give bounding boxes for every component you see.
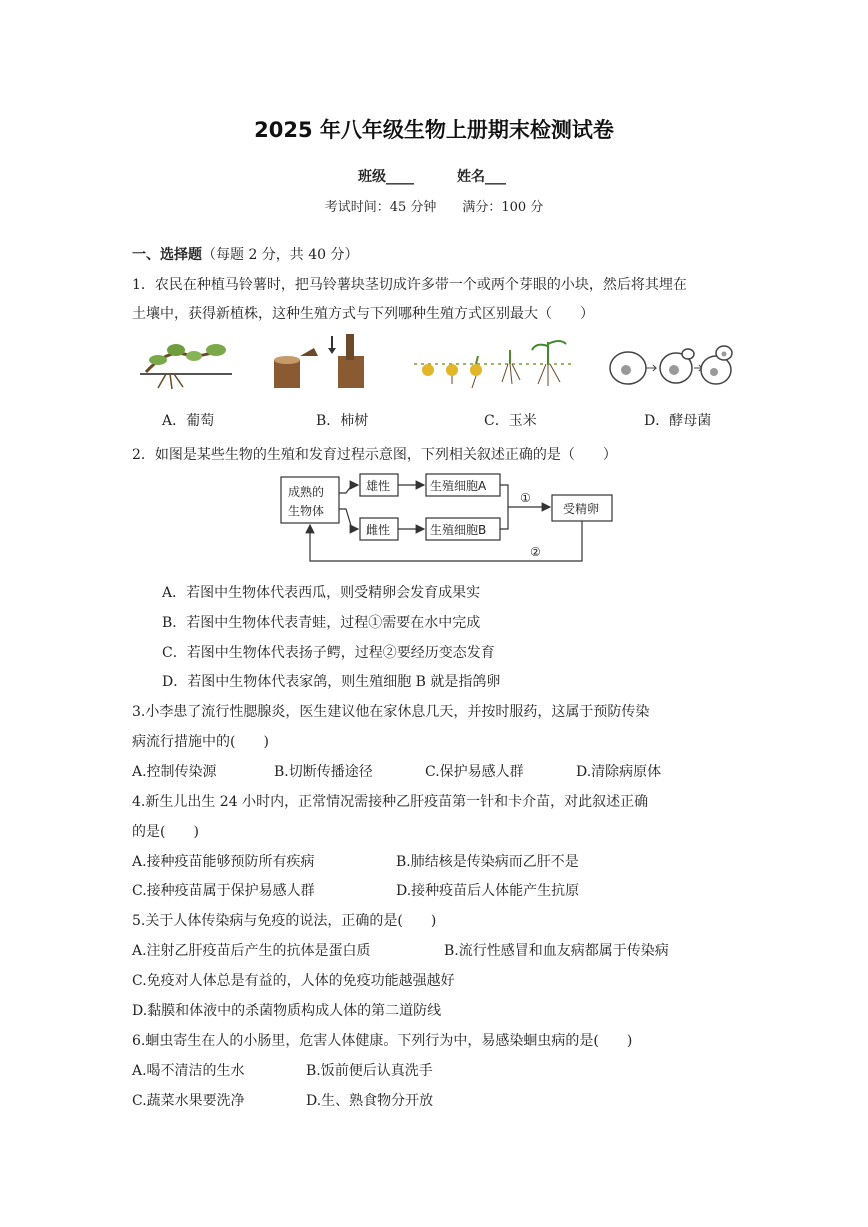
name-field-label: 姓名___ [457,169,506,185]
cell-b-label: 生殖细胞B [430,523,487,537]
yeast-budding-illustration [606,342,734,390]
q4-option-b[interactable]: B.肺结核是传染病而乙肝不是 [396,854,579,870]
step-1-label: ① [520,491,531,505]
section-title: 一、选择题 [132,247,202,263]
male-label: 雄性 [366,479,391,493]
q6-stem: 6.蛔虫寄生在人的小肠里，危害人体健康。下列行为中，易感染蛔虫病的是( ) [132,1033,633,1049]
q3-stem-line1: 3.小李患了流行性腮腺炎，医生建议他在家休息几天，并按时服药，这属于预防传染 [132,704,650,720]
q1-option-b[interactable]: B．柿树 [316,413,369,429]
q5-stem: 5.关于人体传染病与免疫的说法，正确的是( ) [132,913,437,929]
q1-option-a[interactable]: A．葡萄 [162,413,215,429]
section-note: （每题 2 分，共 40 分） [202,247,359,263]
class-field-label: 班级____ [358,169,414,185]
grape-cutting-illustration [136,332,236,394]
q2-option-d[interactable]: D．若图中生物体代表家鸽，则生殖细胞 B 就是指鸽卵 [162,674,501,690]
q2-stem: 2．如图是某些生物的生殖和发育过程示意图，下列相关叙述正确的是（ ） [132,447,617,463]
q4-stem-line1: 4.新生儿出生 24 小时内，正常情况需接种乙肝疫苗第一针和卡介苗，对此叙述正确 [132,794,649,810]
cell-a-label: 生殖细胞A [430,479,487,493]
q6-option-d[interactable]: D.生、熟食物分开放 [306,1093,434,1109]
q3-option-b[interactable]: B.切断传播途径 [274,764,373,780]
q5-option-a[interactable]: A.注射乙肝疫苗后产生的抗体是蛋白质 [132,943,371,959]
page-title: 2025 年八年级生物上册期末检测试卷 [254,118,614,142]
q1-option-c[interactable]: C．玉米 [484,413,537,429]
q3-option-d[interactable]: D.清除病原体 [576,764,662,780]
q5-option-b[interactable]: B.流行性感冒和血友病都属于传染病 [444,943,669,959]
q3-stem-line2: 病流行措施中的( ) [132,734,269,750]
exam-info: 考试时间：45 分钟 满分：100 分 [324,200,544,215]
q2-option-b[interactable]: B．若图中生物体代表青蛙，过程①需要在水中完成 [162,615,481,631]
female-label: 雌性 [366,523,391,537]
persimmon-grafting-illustration [266,332,366,394]
organism-label-line1: 成熟的 [288,485,325,499]
q4-option-a[interactable]: A.接种疫苗能够预防所有疾病 [132,854,315,870]
q1-stem-line2: 土壤中，获得新植株，这种生殖方式与下列哪种生殖方式区别最大（ ） [132,306,594,322]
q3-option-c[interactable]: C.保护易感人群 [425,764,524,780]
q1-stem-line1: 1．农民在种植马铃薯时，把马铃薯块茎切成许多带一个或两个芽眼的小块，然后将其埋在 [132,277,687,293]
corn-germination-illustration [412,334,576,394]
q5-option-c[interactable]: C.免疫对人体总是有益的，人体的免疫功能越强越好 [132,973,455,989]
q6-option-a[interactable]: A.喝不清洁的生水 [132,1063,245,1079]
q2-option-c[interactable]: C．若图中生物体代表扬子鳄，过程②要经历变态发育 [162,645,495,661]
q1-option-d[interactable]: D．酵母菌 [644,413,712,429]
q4-stem-line2: 的是( ) [132,824,199,840]
q2-option-a[interactable]: A．若图中生物体代表西瓜，则受精卵会发育成果实 [162,585,481,601]
organism-label-line2: 生物体 [288,504,325,518]
q6-option-b[interactable]: B.饭前便后认真洗手 [306,1063,433,1079]
q3-option-a[interactable]: A.控制传染源 [132,764,217,780]
q4-option-c[interactable]: C.接种疫苗属于保护易感人群 [132,883,315,899]
step-2-label: ② [530,545,541,559]
q6-option-c[interactable]: C.蔬菜水果要洗净 [132,1093,245,1109]
reproduction-flow-diagram [280,465,616,565]
zygote-label: 受精卵 [563,502,600,516]
q5-option-d[interactable]: D.黏膜和体液中的杀菌物质构成人体的第二道防线 [132,1003,442,1019]
q4-option-d[interactable]: D.接种疫苗后人体能产生抗原 [396,883,580,899]
section-heading [132,244,359,264]
